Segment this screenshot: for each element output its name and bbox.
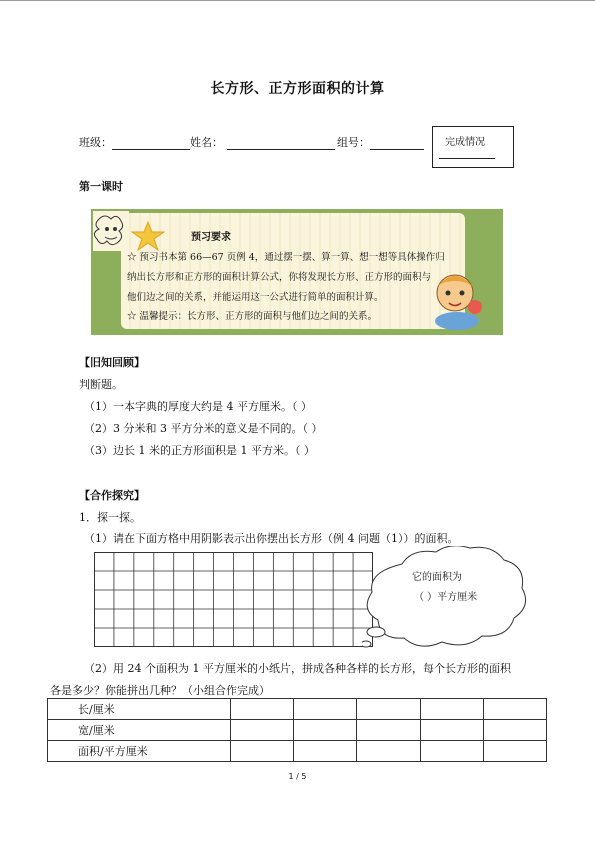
table-cell[interactable] (294, 741, 357, 762)
review-item-1: （1）一本字典的厚度大约是 4 平方厘米。（ ） (84, 400, 312, 413)
explore-heading: 【合作探究】 (79, 489, 145, 502)
star-icon (131, 221, 165, 251)
name-label: 姓名： (190, 136, 223, 149)
name-blank[interactable] (227, 137, 335, 150)
preview-requirements-box (91, 209, 503, 335)
explore-subheading: 1．探一探。 (79, 511, 141, 524)
table-cell[interactable] (483, 699, 546, 720)
table-cell[interactable] (357, 741, 420, 762)
table-cell[interactable] (231, 699, 294, 720)
table-cell[interactable] (231, 720, 294, 741)
group-blank[interactable] (370, 137, 424, 150)
completion-status-label: 完成情况 (445, 137, 485, 148)
cloud-text-2: （ ）平方厘米 (414, 592, 478, 603)
lesson-heading: 第一课时 (79, 180, 123, 193)
review-heading: 【旧知回顾】 (79, 356, 145, 369)
review-item-2: （2）3 分米和 3 平方分米的意义是不同的。（ ） (84, 422, 323, 435)
cartoon-doodle-icon (93, 211, 129, 251)
page-number: 1 / 5 (288, 772, 307, 781)
preview-line-3: 他们边之间的关系，并能运用这一公式进行简单的面积计算。 (127, 292, 384, 303)
cartoon-child-icon (427, 263, 487, 331)
row-header-width: 宽/厘米 (48, 720, 231, 741)
class-label: 班级： (79, 136, 112, 149)
group-label: 组号： (337, 136, 370, 149)
preview-line-2: 纳出长方形和正方形的面积计算公式，你将发现长方形、正方形的面积与 (127, 272, 432, 283)
table-cell[interactable] (420, 720, 483, 741)
table-row (48, 741, 547, 762)
table-cell[interactable] (294, 699, 357, 720)
rectangle-table (47, 698, 547, 762)
explore-question-2-line-2: 各是多少？你能拼出几种？（小组合作完成） (50, 684, 270, 697)
page-title: 长方形、正方形面积的计算 (210, 81, 385, 97)
table-cell[interactable] (420, 741, 483, 762)
row-header-area: 面积/平方厘米 (48, 741, 231, 762)
explore-question-2-line-1: （2）用 24 个面积为 1 平方厘米的小纸片，拼成各种各样的长方形，每个长方形的面积 (84, 662, 511, 675)
table-row (48, 699, 547, 720)
review-item-3: （3）边长 1 米的正方形面积是 1 平方米。（ ） (84, 444, 315, 457)
explore-question-1: （1）请在下面方格中用阴影表示出你摆出长方形（例 4 问题（1））的面积。 (84, 532, 459, 545)
square-grid[interactable] (94, 552, 374, 652)
preview-line-1: ☆ 预习书本第 66—67 页例 4，通过摆一摆、算一算、想一想等具体操作归 (127, 252, 445, 263)
table-cell[interactable] (483, 741, 546, 762)
row-header-length: 长/厘米 (48, 699, 231, 720)
cloud-text-1: 它的面积为 (412, 572, 462, 583)
thought-cloud (362, 546, 542, 660)
completion-status-blank[interactable] (439, 158, 495, 159)
table-cell[interactable] (294, 720, 357, 741)
table-cell[interactable] (357, 720, 420, 741)
preview-header: 预习要求 (191, 232, 231, 243)
table-cell[interactable] (357, 699, 420, 720)
class-blank[interactable] (112, 137, 190, 150)
table-row (48, 720, 547, 741)
completion-status-box (432, 126, 514, 168)
table-cell[interactable] (483, 720, 546, 741)
table-cell[interactable] (231, 741, 294, 762)
review-intro: 判断题。 (79, 378, 123, 391)
table-cell[interactable] (420, 699, 483, 720)
preview-line-4: ☆ 温馨提示：长方形、正方形的面积与他们边之间的关系。 (127, 311, 378, 322)
page-top-rule (0, 0, 595, 1)
info-line (79, 134, 424, 150)
